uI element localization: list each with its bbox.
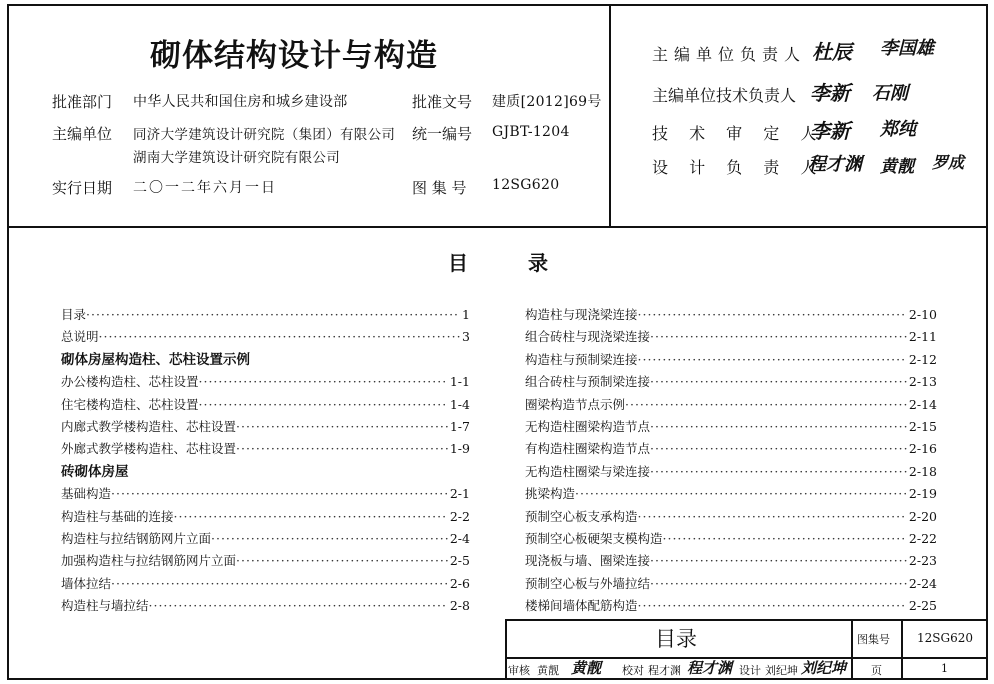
toc-heading-left: 目 (448, 251, 468, 275)
toc-entry-title: 圈梁构造节点示例 (525, 396, 626, 412)
toc-entry-page: 2-15 (908, 419, 937, 434)
check-signature: 程才渊 (687, 659, 733, 677)
toc-leader-dots (211, 529, 448, 549)
check-label: 校对 (622, 664, 644, 677)
toc-leader-dots (663, 529, 907, 549)
toc-leader-dots (99, 327, 461, 347)
toc-entry[interactable] (525, 507, 937, 527)
toc-leader-dots (650, 551, 907, 571)
toc-entry-title: 外廊式教学楼构造柱、芯柱设置 (61, 441, 237, 457)
toc-entry-title: 组合砖柱与现浇梁连接 (525, 329, 651, 345)
design-lead-signature-2: 黄靓 (880, 157, 914, 177)
toc-entry[interactable] (61, 395, 470, 415)
toc-entry[interactable] (525, 484, 937, 504)
toc-entry-title: 无构造柱圈梁与梁连接 (525, 463, 651, 479)
toc-leader-dots (86, 305, 460, 325)
approval-dept-label: 批准部门 (52, 93, 113, 111)
editor-unit-label: 主编单位 (52, 125, 113, 143)
design-name: 刘纪坤 (765, 664, 798, 677)
toc-entry-title: 办公楼构造柱、芯柱设置 (61, 374, 199, 390)
toc-entry-title: 组合砖柱与预制梁连接 (525, 374, 651, 390)
toc-leader-dots (638, 596, 907, 616)
toc-entry-page: 2-23 (908, 553, 937, 569)
toc-leader-dots (174, 507, 448, 527)
toc-entry[interactable] (61, 305, 470, 325)
toc-entry[interactable] (525, 350, 937, 370)
toc-entry[interactable] (525, 574, 937, 594)
toc-entry[interactable] (525, 439, 937, 459)
approval-no-value: 建质[2012]69号 (492, 94, 602, 110)
toc-entry-title: 构造柱与预制梁连接 (525, 351, 638, 367)
approval-no-label: 批准文号 (412, 93, 473, 111)
toc-entry-page: 1-9 (449, 441, 470, 457)
toc-entry[interactable] (525, 417, 937, 437)
toc-entry-page: 1-1 (449, 374, 470, 390)
toc-entry-page: 3 (462, 329, 470, 345)
toc-leader-dots (199, 395, 448, 415)
toc-entry-title: 住宅楼构造柱、芯柱设置 (61, 396, 199, 412)
toc-leader-dots (575, 484, 907, 504)
toc-entry-page: 2-10 (908, 307, 937, 322)
check-name: 程才渊 (648, 664, 681, 677)
toc-entry-page: 2-22 (908, 531, 937, 546)
toc-entry-title: 楼梯间墙体配筋构造 (525, 598, 638, 614)
toc-entry-title: 总说明 (61, 329, 99, 345)
toc-entry-title: 预制空心板与外墙拉结 (525, 575, 651, 591)
toc-entry-title: 现浇板与墙、圈梁连接 (525, 553, 651, 569)
toc-entry[interactable] (61, 551, 470, 571)
toc-entry-title: 加强构造柱与拉结钢筋网片立面 (61, 553, 237, 569)
unified-no-label: 统一编号 (412, 125, 473, 143)
toc-section-heading: 砖砌体房屋 (61, 463, 129, 480)
atlas-no-value: 12SG620 (492, 177, 560, 193)
toc-entry-title: 基础构造 (61, 486, 112, 502)
toc-entry-title: 构造柱与现浇梁连接 (525, 307, 638, 322)
title-block (505, 619, 986, 678)
toc-entry-page: 1-4 (449, 396, 470, 412)
toc-entry-title: 构造柱与拉结钢筋网片立面 (61, 531, 212, 546)
review-label: 审核 (508, 664, 530, 677)
toc-leader-dots (650, 439, 907, 459)
toc-entry-page: 2-19 (908, 486, 937, 502)
toc-leader-dots (111, 484, 448, 504)
toc-entry[interactable] (525, 596, 937, 616)
toc-leader-dots (650, 372, 907, 392)
toc-entry-title: 无构造柱圈梁构造节点 (525, 419, 651, 434)
toc-leader-dots (638, 350, 907, 370)
toc-entry[interactable] (61, 484, 470, 504)
design-signature: 刘纪坤 (801, 659, 847, 677)
toc-leader-dots (650, 574, 907, 594)
page-label: 页 (871, 664, 882, 677)
approval-dept-value: 中华人民共和国住房和城乡建设部 (133, 94, 348, 110)
toc-entry[interactable] (525, 327, 937, 347)
title-block-atlas-no: 12SG620 (917, 631, 973, 645)
toc-entry[interactable] (61, 372, 470, 392)
toc-entry-page: 2-2 (449, 508, 470, 524)
unified-no-value: GJBT-1204 (492, 124, 570, 140)
toc-entry-page: 2-11 (908, 329, 937, 345)
toc-section-heading: 砌体房屋构造柱、芯柱设置示例 (61, 351, 250, 368)
toc-entry-title: 构造柱与基础的连接 (61, 508, 174, 524)
tech-reviewer-label: 技 术 审 定 人 (652, 124, 825, 143)
toc-leader-dots (236, 417, 448, 437)
toc-entry-title: 有构造柱圈梁构造节点 (525, 441, 651, 457)
toc-entry-page: 1 (462, 307, 470, 322)
toc-entry-page: 2-18 (908, 463, 937, 479)
header-divider (609, 4, 611, 227)
toc-leader-dots (625, 395, 907, 415)
toc-entry-page: 2-13 (908, 374, 937, 390)
editor-unit-value: 同济大学建筑设计研究院（集团）有限公司 (133, 127, 396, 143)
tech-head-label: 主编单位技术负责人 (652, 86, 797, 105)
title-block-atlas-label: 图集号 (857, 633, 890, 646)
toc-entry-page: 2-5 (449, 553, 470, 569)
toc-entry[interactable] (61, 529, 470, 549)
atlas-no-label: 图 集 号 (412, 179, 467, 197)
toc-leader-dots (650, 417, 907, 437)
toc-entry-title: 墙体拉结 (61, 575, 112, 591)
toc-entry-page: 2-25 (908, 598, 937, 614)
tech-reviewer-signature-2: 郑纯 (880, 119, 916, 140)
toc-entry-page: 2-20 (908, 508, 937, 524)
toc-entry-page: 2-24 (908, 575, 937, 591)
tech-reviewer-signature-1: 李新 (810, 119, 850, 143)
toc-leader-dots (638, 507, 907, 527)
toc-leader-dots (236, 439, 448, 459)
toc-leader-dots (650, 462, 907, 482)
design-label: 设计 (739, 664, 761, 677)
toc-leader-dots (199, 372, 448, 392)
toc-entry-title: 预制空心板支承构造 (525, 508, 638, 524)
chief-editor-signature-1: 杜辰 (812, 40, 852, 64)
toc-entry[interactable] (525, 305, 937, 325)
toc-entry-page: 2-12 (908, 351, 937, 367)
toc-entry-title: 目录 (61, 307, 87, 322)
toc-entry[interactable] (61, 574, 470, 594)
effective-date-value: 二〇一二年六月一日 (133, 180, 277, 196)
toc-entry-page: 1-7 (449, 419, 470, 434)
atlas-title: 砌体结构设计与构造 (150, 38, 438, 74)
review-signature: 黄靓 (571, 659, 602, 677)
toc-entry-page: 2-14 (908, 396, 937, 412)
toc-entry-title: 挑梁构造 (525, 486, 576, 502)
toc-leader-dots (236, 551, 448, 571)
toc-entry[interactable] (525, 551, 937, 571)
toc-entry-page: 2-4 (449, 531, 470, 546)
toc-leader-dots (111, 574, 448, 594)
toc-entry-page: 2-8 (449, 598, 470, 614)
toc-entry-page: 2-6 (449, 575, 470, 591)
tech-head-signature-2: 石刚 (872, 83, 908, 104)
toc-entry[interactable] (61, 439, 470, 459)
toc-heading-right: 录 (528, 251, 548, 275)
toc-entry-title: 内廊式教学楼构造柱、芯柱设置 (61, 419, 237, 434)
toc-leader-dots (650, 327, 907, 347)
toc-entry[interactable] (61, 327, 470, 347)
toc-entry[interactable] (61, 417, 470, 437)
header-bottom-border (7, 226, 988, 228)
toc-entry[interactable] (525, 529, 937, 549)
title-block-sheet-title: 目录 (655, 627, 697, 651)
toc-entry-title: 预制空心板硬架支模构造 (525, 531, 663, 546)
page-no: 1 (941, 662, 948, 675)
toc-entry[interactable] (61, 596, 470, 616)
toc-entry-title: 构造柱与墙拉结 (61, 598, 149, 614)
editor-unit-value-2: 湖南大学建筑设计研究院有限公司 (133, 150, 340, 166)
toc-leader-dots (638, 305, 907, 325)
toc-entry[interactable] (61, 507, 470, 527)
chief-editor-signature-2: 李国雄 (880, 38, 934, 59)
toc-entry[interactable] (525, 395, 937, 415)
review-name: 黄靓 (537, 664, 559, 677)
toc-entry[interactable] (525, 462, 937, 482)
chief-editor-label: 主编单位负责人 (652, 45, 807, 64)
toc-leader-dots (149, 596, 448, 616)
tech-head-signature-1: 李新 (810, 81, 850, 105)
toc-entry-page: 2-16 (908, 441, 937, 457)
effective-date-label: 实行日期 (52, 179, 113, 197)
toc-entry-page: 2-1 (449, 486, 470, 502)
design-lead-signature-1: 程才渊 (808, 154, 862, 175)
design-lead-signature-3: 罗成 (932, 153, 965, 172)
design-lead-label: 设 计 负 责 人 (652, 158, 825, 177)
toc-entry[interactable] (525, 372, 937, 392)
